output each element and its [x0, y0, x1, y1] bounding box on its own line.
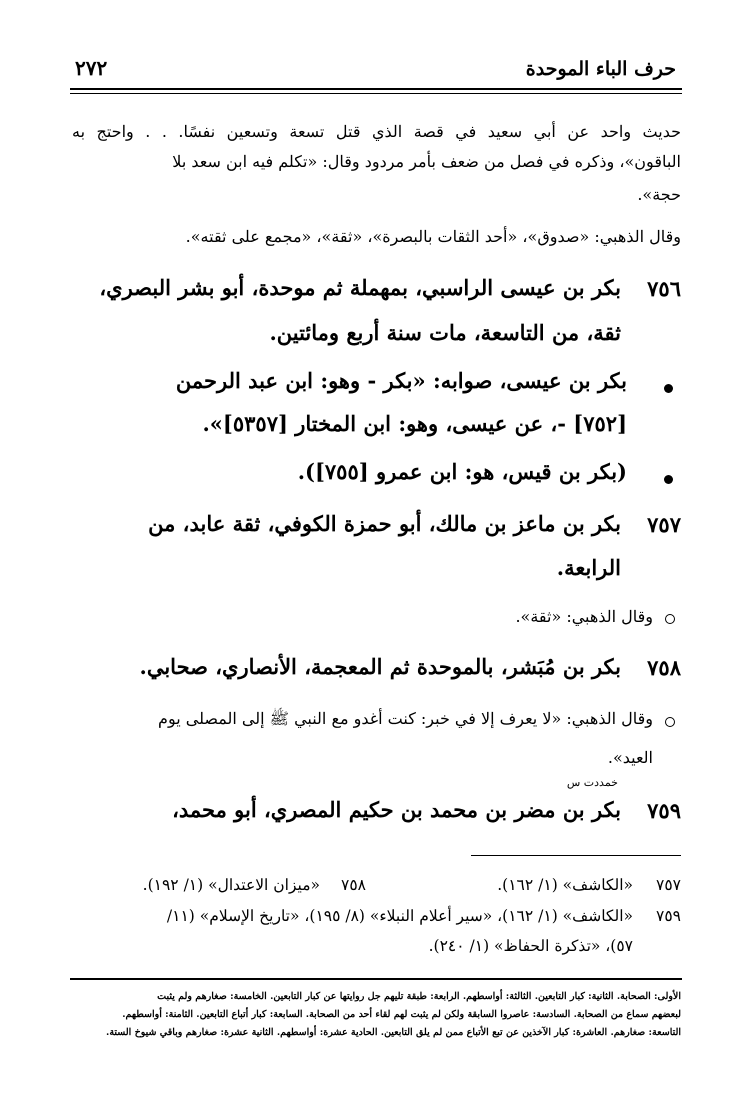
- header-rule-thin: [70, 93, 682, 94]
- entry-number: ٧٥٩: [647, 798, 681, 823]
- dhahabi-note: وقال الذهبي: «لا يعرف إلا في خبر: كنت أغدو مع النبي ﷺ إلى المصلى يوم: [158, 709, 653, 728]
- tabaqat-key-line: التاسعة: صغارهم. العاشرة: كبار الآخذين عن تبع الأتباع ممن لم يلق التابعين. الحادية عشرة: أواسطهم. الثانية عشرة: صغارهم وباقي شيوخ الستة.: [106, 1027, 681, 1038]
- text-line: حجة».: [637, 185, 681, 204]
- footnote-number: ٧٥٩: [656, 907, 681, 925]
- bullet-text: [٧٥٢] -، عن عيسى، وهو: ابن المختار [٥٣٥٧]».: [202, 411, 627, 436]
- entry-text: بكر بن ماعز بن مالك، أبو حمزة الكوفي، ثقة عابد، من: [148, 511, 621, 536]
- dhahabi-note: وقال الذهبي: «ثقة».: [515, 607, 653, 626]
- entry-text: بكر بن مضر بن محمد بن حكيم المصري، أبو محمد،: [172, 797, 621, 822]
- footnote-text: «ميزان الاعتدال» (١/ ١٩٢).: [142, 876, 320, 894]
- dhahabi-note: العيد».: [607, 748, 653, 767]
- bullet-dot: [664, 475, 673, 484]
- footnote-text: «الكاشف» (١/ ١٦٢).: [497, 876, 633, 894]
- footnote-number: ٧٥٨: [341, 876, 366, 894]
- entry-number: ٧٥٨: [647, 655, 681, 680]
- text-line: الباقون»، وذكره في فصل من ضعف بأمر مردود وقال: «تكلم فيه ابن سعد بلا: [172, 152, 681, 171]
- entry-source-codes: خمددت س: [566, 776, 618, 789]
- entry-text: الرابعة.: [556, 555, 621, 580]
- note-circle: [665, 614, 675, 624]
- note-circle: [665, 717, 675, 727]
- footnote-number: ٧٥٧: [656, 876, 681, 894]
- tabaqat-key-line: لبعضهم سماع من الصحابة. السادسة: عاصروا السابقة ولكن لم يثبت لهم لقاء أحد من الصحابة. السابعة: كبار أتباع التابعين. الثامنة: أواسطهم.: [122, 1009, 681, 1020]
- page-number: ٢٧٢: [75, 56, 108, 80]
- entry-text: بكر بن عيسى الراسبي، بمهملة ثم موحدة، أبو بشر البصري،: [99, 275, 621, 300]
- bullet-dot: [664, 384, 673, 393]
- text-line: حديث واحد عن أبي سعيد في قصة الذي قتل تسعة وتسعين نفسًا. . . واحتج به: [72, 122, 681, 141]
- entry-number: ٧٥٦: [647, 276, 681, 301]
- footnote-text: «الكاشف» (١/ ١٦٢)، «سير أعلام النبلاء» (٨/ ١٩٥)، «تاريخ الإسلام» (١١/: [166, 907, 633, 925]
- text-line: وقال الذهبي: «صدوق»، «أحد الثقات بالبصرة»، «ثقة»، «مجمع على ثقته».: [185, 227, 681, 246]
- entry-number: ٧٥٧: [647, 512, 681, 537]
- footnote-text: ٥٧)، «تذكرة الحفاظ» (١/ ٢٤٠).: [428, 937, 633, 955]
- bottom-rule: [70, 978, 682, 980]
- bullet-text: (بكر بن قيس، هو: ابن عمرو [٧٥٥]).: [297, 459, 627, 484]
- header-rule-thick: [70, 88, 682, 90]
- tabaqat-key-line: الأولى: الصحابة. الثانية: كبار التابعين. الثالثة: أواسطهم. الرابعة: طبقة تليهم جل روايتها عن كبار التابعين. الخامسة: صغارهم ولم يثبت: [157, 991, 681, 1002]
- entry-text: ثقة، من التاسعة، مات سنة أربع ومائتين.: [269, 320, 621, 345]
- page-header-title: حرف الباء الموحدة: [525, 58, 676, 80]
- footnote-separator: [471, 855, 681, 856]
- bullet-text: بكر بن عيسى، صوابه: «بكر - وهو: ابن عبد الرحمن: [175, 368, 627, 393]
- entry-text: بكر بن مُبَشر، بالموحدة ثم المعجمة، الأنصاري، صحابي.: [139, 654, 621, 679]
